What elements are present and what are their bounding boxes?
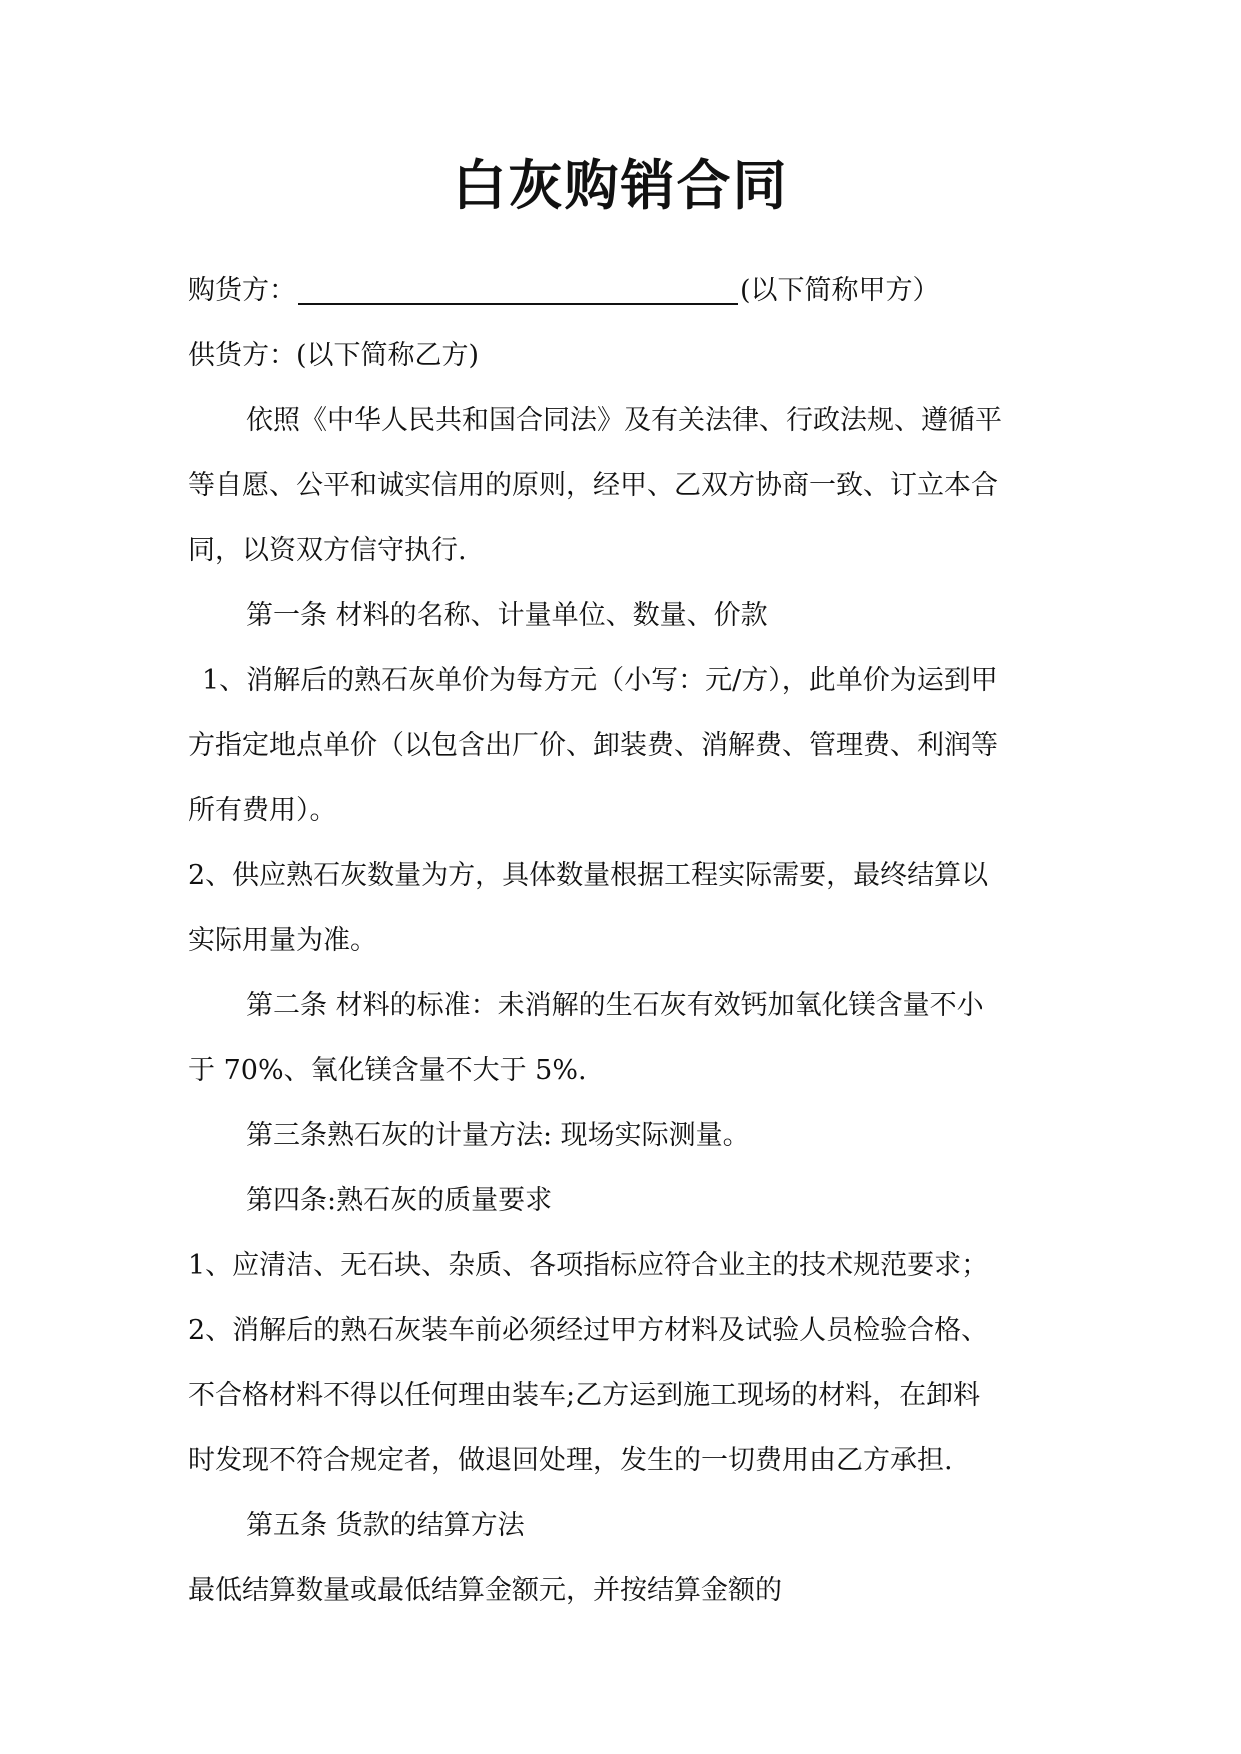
buyer-line bbox=[188, 258, 1058, 323]
article1-item1-line: 所有费用）。 bbox=[188, 795, 337, 826]
article2-line: 于 70%、氧化镁含量不大于 5%. bbox=[188, 1055, 587, 1086]
buyer-note: (以下简称甲方） bbox=[740, 275, 940, 306]
article4-item2-line: 2、消解后的熟石灰装车前必须经过甲方材料及试验人员检验合格、 bbox=[188, 1315, 989, 1346]
buyer-name-blank bbox=[298, 273, 738, 305]
article1-item2-line: 实际用量为准。 bbox=[188, 925, 377, 956]
page-title: 白灰购销合同 bbox=[452, 153, 789, 217]
article4-item2-line: 时发现不符合规定者，做退回处理，发生的一切费用由乙方承担. bbox=[188, 1445, 953, 1476]
article4-item2-line: 不合格材料不得以任何理由装车;乙方运到施工现场的材料，在卸料 bbox=[188, 1380, 981, 1411]
article1-item2-line: 2、供应熟石灰数量为方，具体数量根据工程实际需要，最终结算以 bbox=[188, 860, 989, 891]
article4-item1-line: 1、应清洁、无石块、杂质、各项指标应符合业主的技术规范要求； bbox=[188, 1250, 989, 1281]
intro-line: 同，以资双方信守执行. bbox=[188, 535, 467, 566]
intro-line: 依照《中华人民共和国合同法》及有关法律、行政法规、遵循平 bbox=[246, 405, 1002, 436]
article3-line: 第三条熟石灰的计量方法: 现场实际测量。 bbox=[246, 1120, 750, 1151]
intro-line: 等自愿、公平和诚实信用的原则，经甲、乙双方协商一致、订立本合 bbox=[188, 470, 998, 501]
supplier-line: 供货方：(以下简称乙方) bbox=[188, 340, 480, 371]
article1-item1-line: 方指定地点单价（以包含出厂价、卸装费、消解费、管理费、利润等 bbox=[188, 730, 998, 761]
article1-heading: 第一条 材料的名称、计量单位、数量、价款 bbox=[246, 600, 768, 631]
article5-line: 最低结算数量或最低结算金额元，并按结算金额的 bbox=[188, 1575, 782, 1606]
contract-body bbox=[188, 258, 1058, 1623]
buyer-label: 购货方： bbox=[188, 275, 296, 306]
article5-heading: 第五条 货款的结算方法 bbox=[246, 1510, 525, 1541]
article2-line: 第二条 材料的标准：未消解的生石灰有效钙加氧化镁含量不小 bbox=[246, 990, 984, 1021]
article1-item1-line: 1、消解后的熟石灰单价为每方元（小写：元/方），此单价为运到甲 bbox=[202, 665, 998, 696]
article4-heading: 第四条:熟石灰的质量要求 bbox=[246, 1185, 553, 1216]
